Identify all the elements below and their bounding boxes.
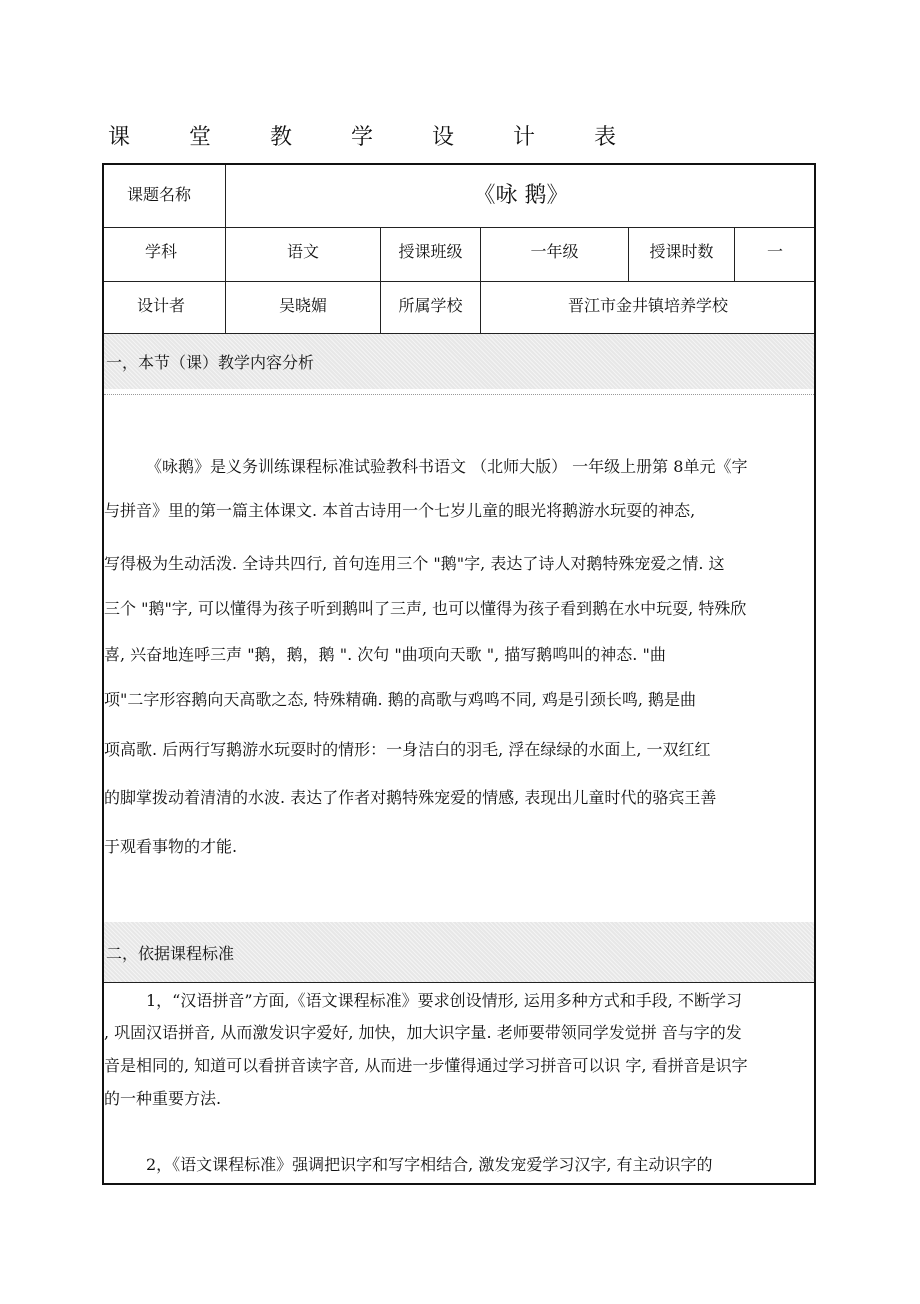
standard-line: 音是相同的, 知道可以看拼音读字音, 从而进一步懂得通过学习拼音可以识 字, 看拼音是识字 [104,1056,748,1075]
standard-line: 的一种重要方法. [104,1089,222,1108]
lesson-design-table [102,163,816,1185]
section-heading-text: 二，依据课程标准 [106,943,235,963]
analysis-line: 项"二字形容鹅向天高歌之态, 特殊精确. 鹅的高歌与鸡鸣不同, 鸡是引颈长鸣, 鹅是曲 [104,690,697,709]
class-label: 授课班级 [398,241,463,261]
lesson-title: 《咏 鹅》 [473,182,569,208]
standard-line: , 巩固汉语拼音, 从而激发识字爱好, 加快，加大识字量. 老师要带领同学发觉拼 音与字的发 [104,1023,742,1042]
section-heading-content-analysis [104,334,814,389]
row-divider [104,982,814,983]
analysis-line: 的脚掌拨动着清清的水波. 表达了作者对鹅特殊宠爱的情感, 表现出儿童时代的骆宾王善 [104,788,717,807]
subject-label: 学科 [144,241,177,261]
designer-value: 吴晓媚 [278,295,327,315]
analysis-line: 于观看事物的才能. [104,837,238,856]
analysis-line: 喜, 兴奋地连呼三声 "鹅，鹅，鹅 ". 次句 "曲项向天歌 ", 描写鹅鸣叫的神态. "曲 [104,645,666,664]
section-heading-text: 一，本节（课）教学内容分析 [106,353,315,372]
analysis-line: 《咏鹅》是义务训练课程标准试验教科书语文 （北师大版） 一年级上册第 8单元《字 [146,457,748,476]
class-value: 一年级 [530,241,579,261]
hours-label: 授课时数 [649,241,714,261]
analysis-line: 写得极为生动活泼. 全诗共四行, 首句连用三个 "鹅"字, 表达了诗人对鹅特殊宠爱之情. 这 [104,554,725,573]
analysis-line: 与拼音》里的第一篇主体课文. 本首古诗用一个七岁儿童的眼光将鹅游水玩耍的神态, [104,501,696,520]
analysis-line: 三个 "鹅"字, 可以懂得为孩子听到鹅叫了三声, 也可以懂得为孩子看到鹅在水中玩耍, 特殊欣 [104,599,747,618]
school-value: 晋江市金井镇培养学校 [567,295,728,315]
topic-label: 课题名称 [126,184,191,204]
analysis-line: 项高歌. 后两行写鹅游水玩耍时的情形：一身洁白的羽毛, 浮在绿绿的水面上, 一双红红 [104,740,711,759]
dotted-divider [104,394,814,395]
standard-line: 2，《语文课程标准》强调把识字和写字相结合, 激发宠爱学习汉字, 有主动识字的 [146,1155,713,1174]
school-label: 所属学校 [398,295,463,315]
section-heading-curriculum-basis [104,922,814,982]
document-title: 课 堂 教 学 设 计 表 [108,125,642,150]
standard-line: 1，“汉语拼音”方面,《语文课程标准》要求创设情形, 运用多种方式和手段, 不断学习 [146,991,742,1010]
hours-value: 一 [766,241,783,261]
designer-label: 设计者 [136,295,185,315]
subject-value: 语文 [286,241,319,261]
